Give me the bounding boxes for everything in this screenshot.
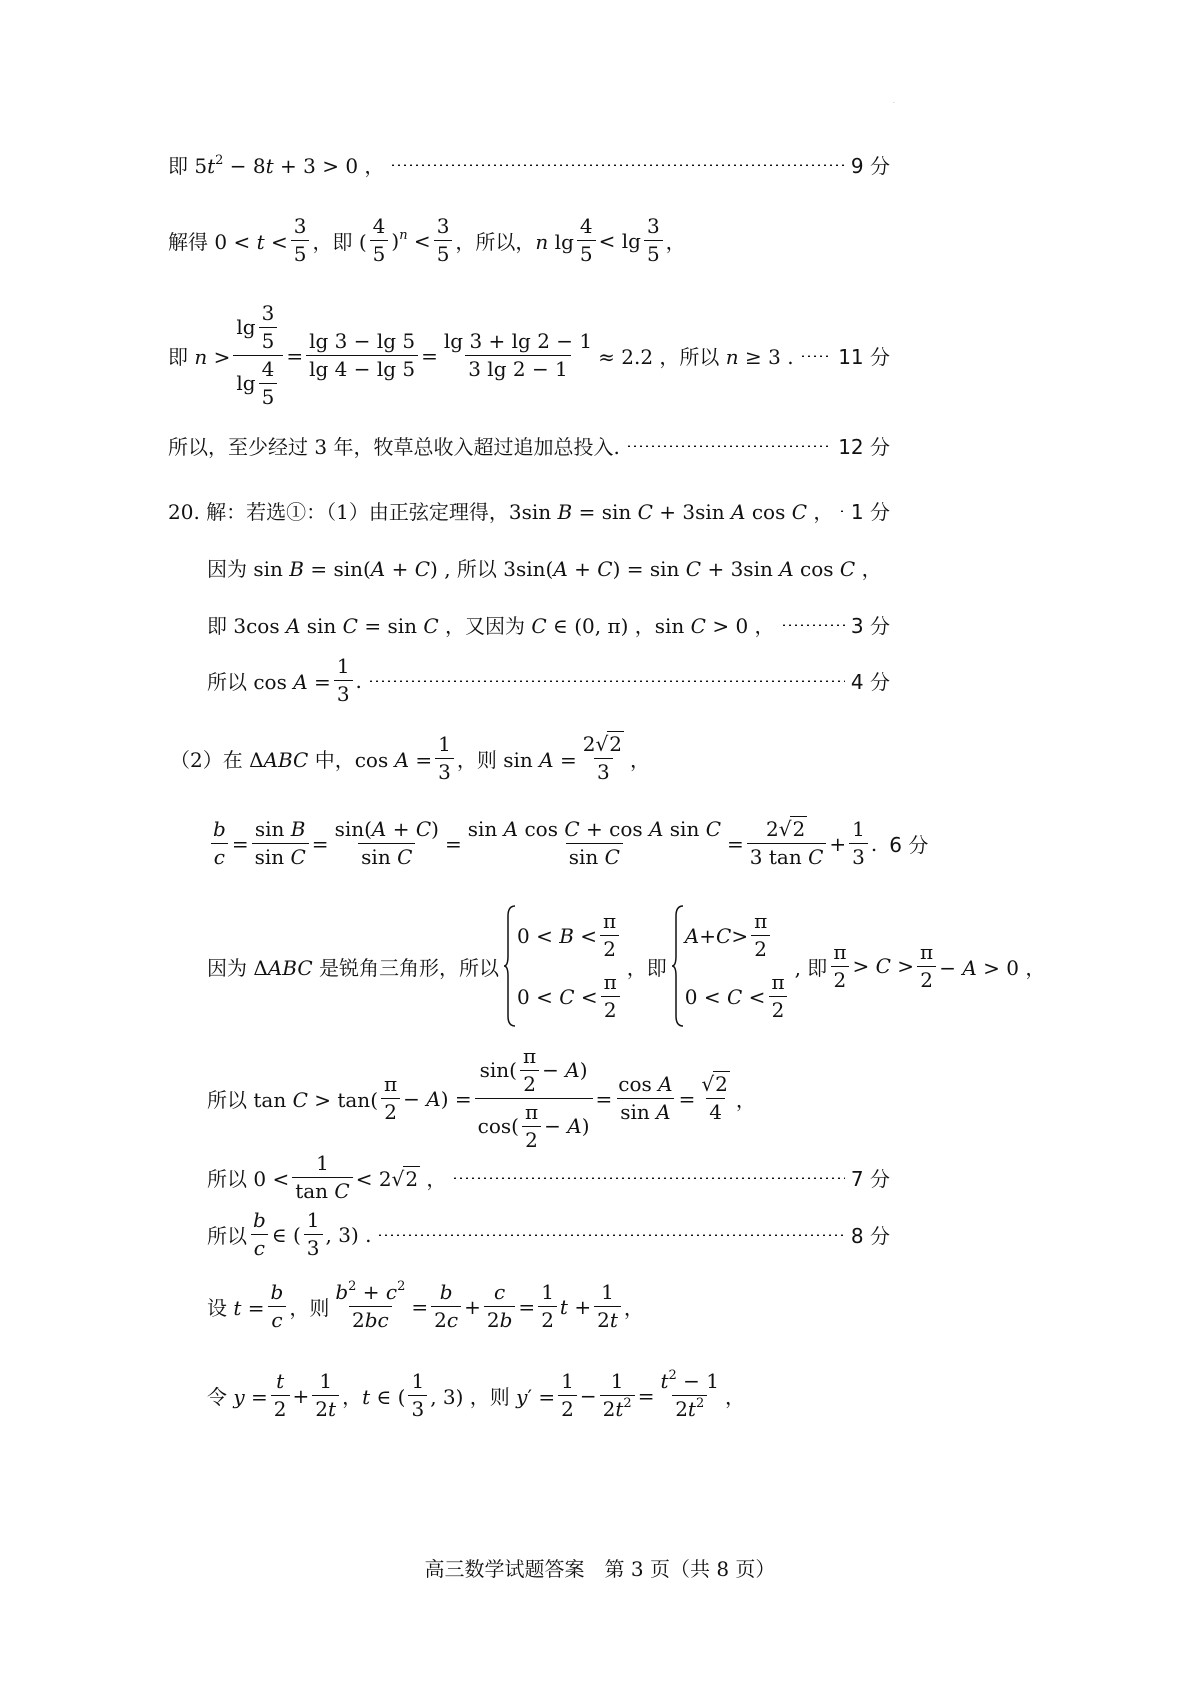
- line-4-points: 所以 cos A = $\frac{1}{3}$ . 4 分: [207, 654, 890, 706]
- score-12: 12 分: [838, 435, 890, 459]
- score-4: 4 分: [850, 670, 890, 694]
- let-y-line: 令 y = $\frac{t}{2}$ + $\frac{1}{2t}$ ，t ∈ ( $\frac{1}{3}$ , 3) ，则 y′ = $\frac{1}{2}$ − $\frac{1}{2t^2}$ = $\frac{t^2 - 1}{2t^2}$ ，: [207, 1368, 745, 1421]
- left-brace-icon: [671, 904, 685, 1028]
- line-solve-t: 解得 0 < t < $\frac{3}{5}$ ，即 ( $\frac{4}{5}$ )$^n$ < $\frac{3}{5}$ ，所以，n lg $\frac{4}{5}$ < lg $\frac{3}{5}$ ，: [168, 214, 686, 266]
- line-8-points: 所以 $\frac{b}{c}$ ∈ ( $\frac{1}{3}$ , 3) . 8 分: [207, 1208, 890, 1260]
- score-7: 7 分: [850, 1167, 890, 1191]
- line-12-points: [168, 431, 890, 460]
- line-6-points: $\frac{b}{c}$ = $\frac{\text{sin B}}{\text{sin C}}$ = $\frac{\sin(A + C)}{\text{sin C}}$ = $\frac{\text{sin A cos C + cos A sin C}}{\text{sin C}}$ = $\frac{2√2}{\text{3 tan C}}$ + $\frac{1}{3}$ . 6 分: [207, 818, 890, 869]
- score-9: 9 分: [850, 154, 890, 178]
- score-1: 1 分: [850, 500, 890, 524]
- score-8: 8 分: [850, 1224, 890, 1248]
- score-3: 3 分: [850, 614, 890, 638]
- acute-triangle-line: 因为 ΔABC 是锐角三角形，所以 0 < B < $\frac{\pi}{2}$ 0 < C < $\frac{\pi}{2}$ ，即 A + C > $\frac{\pi}{2}$ 0 < C < $\frac{\pi}{2}$ , 即 $\frac{\pi}{2}$ > C > $\frac{\pi}{2}$ − A > 0 ，: [207, 904, 1045, 1028]
- line-7-points: 所以 0 < $\frac{1}{\text{tan C}}$ < 2√2 ， 7 分: [207, 1151, 890, 1203]
- score-6: 6 分: [889, 833, 929, 857]
- part2-line: （2）在 ΔABC 中，cos A = $\frac{1}{3}$ ，则 sin A = $\frac{2√2}{3}$ ，: [170, 732, 650, 784]
- line-11-points: 即 n > lg $\frac{3}{5}$ lg $\frac{4}{5}$ = $\frac{\lg 3 - \lg 5}{\lg 4 - \lg 5}$ = $\frac{\lg 3 + \lg 2 - 1}{3 \lg 2 - 1}$ ≈ 2.2 ，所以 n ≥ 3 . 11 分: [168, 301, 890, 409]
- tan-line: 所以 tan C > tan( $\frac{\pi}{2}$ − A) = sin( $\frac{\pi}{2}$ − A ) cos( $\frac{\pi}{2}$ − A ) = $\frac{\text{cos A}}{\text{sin A}}$ = $\frac{√2}{4}$ ，: [207, 1044, 756, 1152]
- conclusion-text: 所以，至少经过 3 年，牧草总收入超过追加总投入.: [168, 435, 620, 459]
- score-11: 11 分: [838, 345, 890, 369]
- q20-line-1: 20. 解：若选①：（1）由正弦定理得，3sin B = sin C + 3sin A cos C ， 1 分: [168, 496, 890, 525]
- because-sinB: 因为 sin B = sin(A + C) , 所以 3sin(A + C) = sin C + 3sin A cos C ，: [207, 557, 882, 581]
- set-t-line: 设 t = $\frac{b}{c}$ ，则 $\frac{b^2 + c^2}{2bc}$ = $\frac{b}{2c}$ + $\frac{c}{2b}$ = $\frac{1}{2}$ t + $\frac{1}{2t}$ ，: [207, 1279, 644, 1332]
- page-footer: 高三数学试题答案 第 3 页（共 8 页）: [424, 1557, 776, 1581]
- line-3-points: 即 3cos A sin C = sin C ，又因为 C ∈ (0, π) ，sin C > 0 ， 3 分: [207, 610, 890, 639]
- scan-speck: ·: [893, 100, 895, 107]
- line-9-points: 即 $5t^2 - 8t + 3 > 0$ ， 9 分: [168, 150, 890, 179]
- left-brace-icon: [503, 904, 517, 1028]
